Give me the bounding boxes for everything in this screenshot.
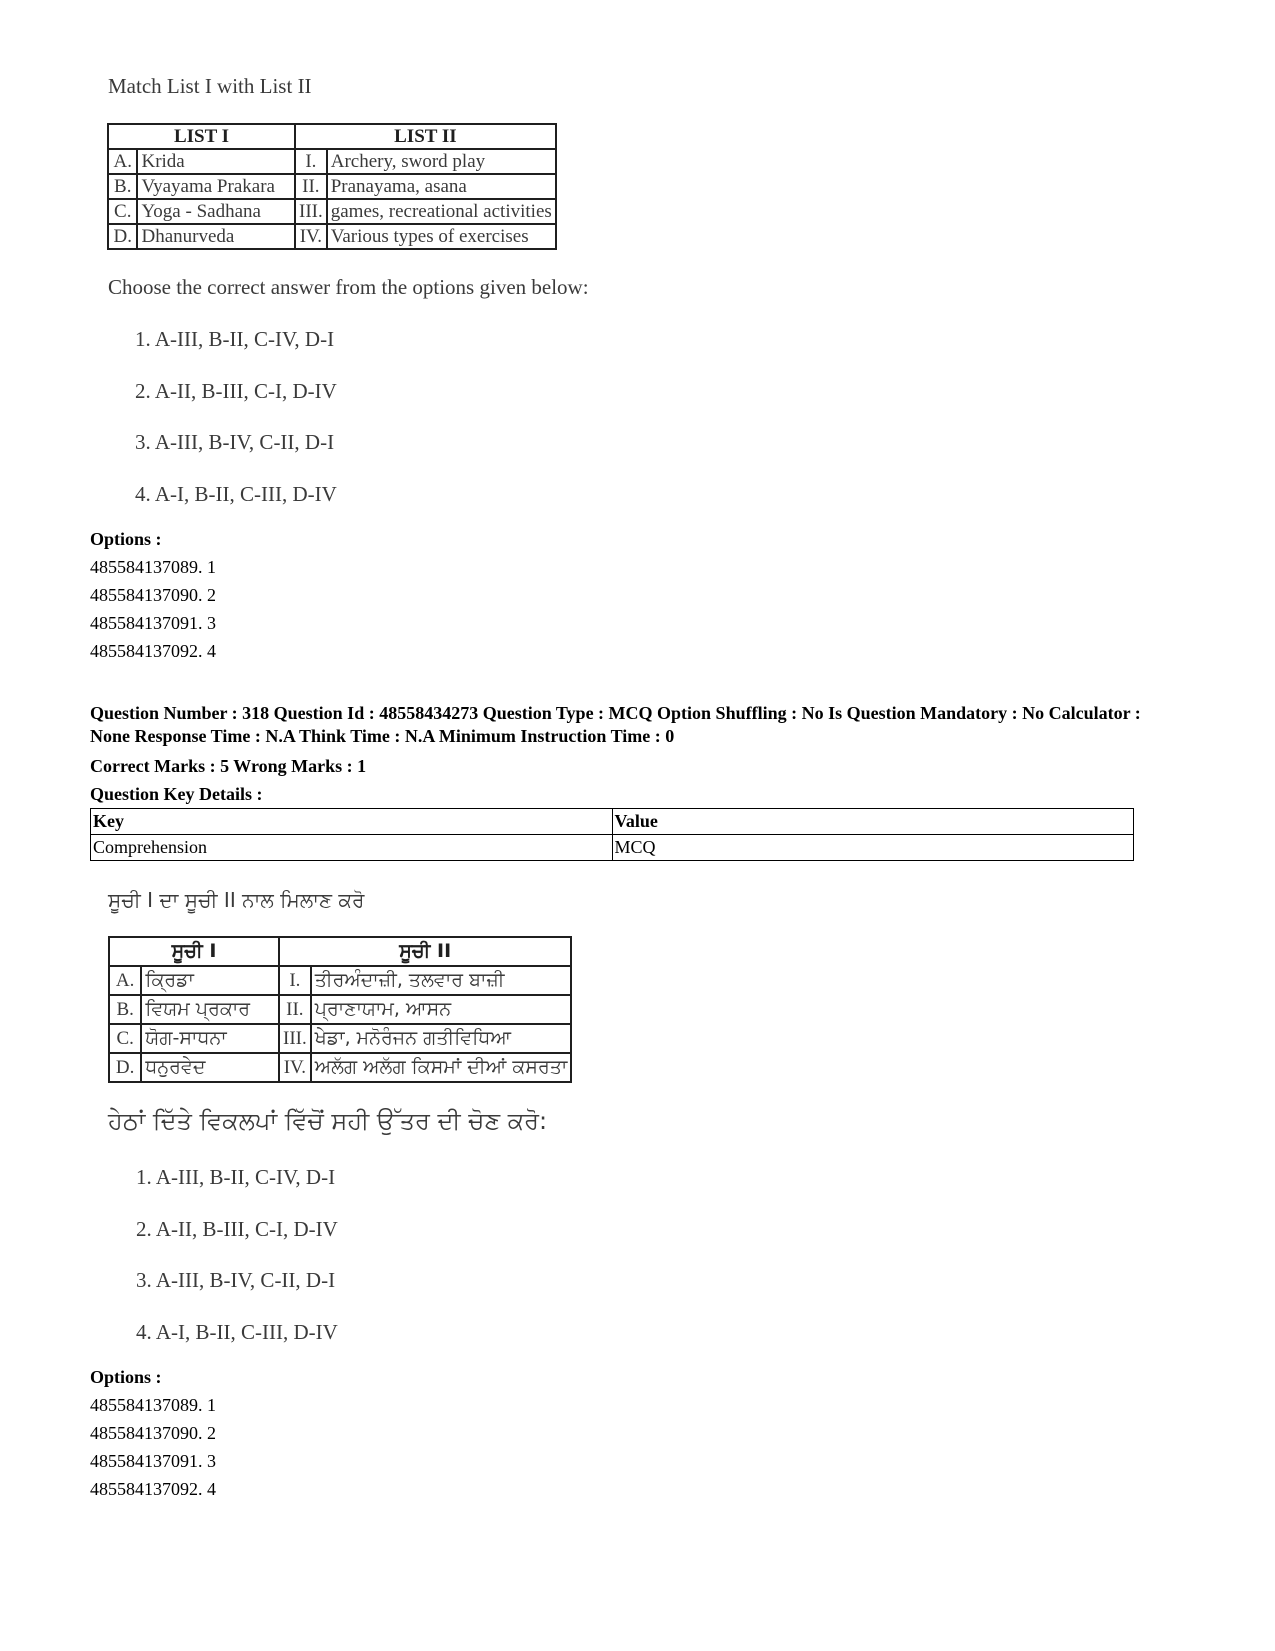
answer-choice-4: 4. A-I, B-II, C-III, D-IV (135, 482, 337, 506)
options-heading: Options : (90, 529, 162, 549)
list-2-header: ਸੂਚੀ II (279, 937, 571, 966)
table-row (109, 1053, 571, 1082)
table-row (109, 995, 571, 1024)
key-cell: Comprehension (91, 835, 613, 861)
options-block (90, 1363, 216, 1503)
row-roman: II. (295, 174, 327, 199)
table-row (108, 149, 556, 174)
list-1-item: Yoga - Sadhana (137, 199, 295, 224)
row-letter: D. (109, 1053, 141, 1082)
row-letter: D. (108, 224, 137, 249)
table-row (109, 1024, 571, 1053)
match-table (108, 936, 572, 1083)
row-roman: III. (295, 199, 327, 224)
row-letter: C. (108, 199, 137, 224)
option-item[interactable]: 485584137090. 2 (90, 1423, 216, 1443)
list-2-item: Archery, sword play (327, 149, 556, 174)
list-2-item: Pranayama, asana (327, 174, 556, 199)
match-instruction: Match List I with List II (108, 74, 312, 98)
table-row (109, 966, 571, 995)
key-details-table (90, 808, 1134, 861)
row-roman: I. (279, 966, 311, 995)
row-roman: IV. (279, 1053, 311, 1082)
table-row (108, 174, 556, 199)
list-1-item: ਯੋਗ-ਸਾਧਨਾ (141, 1024, 279, 1053)
value-cell: MCQ (612, 835, 1134, 861)
row-roman: IV. (295, 224, 327, 249)
answer-choice-1: 1. A-III, B-II, C-IV, D-I (135, 327, 335, 351)
list-2-header: LIST II (295, 124, 556, 149)
list-1-item: ਕ੍ਰਿਡਾ (141, 966, 279, 995)
options-block (90, 525, 216, 665)
question-meta-line: Question Number : 318 Question Id : 48558434273 Question Type : MCQ Option Shuffling : No Is Question Mandatory : No Calculator : None Response Time : N.A Think Time : N.A Minimum Instruction Time : 0 (90, 703, 1141, 746)
key-details-heading: Question Key Details : (90, 784, 263, 804)
list-2-item: games, recreational activities (327, 199, 556, 224)
option-item[interactable]: 485584137091. 3 (90, 613, 216, 633)
choose-instruction: ਹੇਠਾਂ ਦਿੱਤੇ ਵਿਕਲਪਾਂ ਵਿੱਚੋਂ ਸਹੀ ਉੱਤਰ ਦੀ ਚੋਣ ਕਰੋ: (108, 1107, 548, 1135)
row-letter: A. (108, 149, 137, 174)
list-1-item: ਵਿਯਮ ਪ੍ਰਕਾਰ (141, 995, 279, 1024)
row-roman: III. (279, 1024, 311, 1053)
option-item[interactable]: 485584137089. 1 (90, 1395, 216, 1415)
list-2-item: ਤੀਰਅੰਦਾਜ਼ੀ, ਤਲਵਾਰ ਬਾਜ਼ੀ (311, 966, 572, 995)
list-1-item: Krida (137, 149, 295, 174)
list-2-item: ਅਲੱਗ ਅਲੱਗ ਕਿਸਮਾਂ ਦੀਆਂ ਕਸਰਤਾ (311, 1053, 572, 1082)
option-item[interactable]: 485584137089. 1 (90, 557, 216, 577)
key-header: Key (91, 809, 613, 835)
answer-choice-3: 3. A-III, B-IV, C-II, D-I (136, 1268, 336, 1292)
answer-choice-2: 2. A-II, B-III, C-I, D-IV (136, 1217, 338, 1241)
question-image-english (0, 0, 1275, 520)
row-letter: C. (109, 1024, 141, 1053)
list-2-item: ਪ੍ਰਾਣਾਯਾਮ, ਆਸਨ (311, 995, 572, 1024)
choose-instruction: Choose the correct answer from the options given below: (108, 275, 589, 299)
row-roman: II. (279, 995, 311, 1024)
option-item[interactable]: 485584137092. 4 (90, 1479, 216, 1499)
answer-choice-4: 4. A-I, B-II, C-III, D-IV (136, 1320, 338, 1344)
answer-choice-2: 2. A-II, B-III, C-I, D-IV (135, 379, 337, 403)
match-table (107, 123, 557, 250)
option-item[interactable]: 485584137090. 2 (90, 585, 216, 605)
value-header: Value (612, 809, 1134, 835)
row-letter: B. (109, 995, 141, 1024)
table-row (91, 835, 1134, 861)
list-1-item: Dhanurveda (137, 224, 295, 249)
list-2-item: Various types of exercises (327, 224, 556, 249)
table-row (108, 199, 556, 224)
list-2-item: ਖੇਡਾ, ਮਨੋਰੰਜਨ ਗਤੀਵਿਧਿਆ (311, 1024, 572, 1053)
row-letter: A. (109, 966, 141, 995)
match-instruction: ਸੂਚੀ I ਦਾ ਸੂਚੀ II ਨਾਲ ਮਿਲਾਣ ਕਰੋ (108, 888, 365, 912)
list-1-header: ਸੂਚੀ I (109, 937, 279, 966)
list-1-item: Vyayama Prakara (137, 174, 295, 199)
option-item[interactable]: 485584137091. 3 (90, 1451, 216, 1471)
marks-line: Correct Marks : 5 Wrong Marks : 1 (90, 756, 367, 776)
options-heading: Options : (90, 1367, 162, 1387)
row-roman: I. (295, 149, 327, 174)
list-1-item: ਧਨੁਰਵੇਦ (141, 1053, 279, 1082)
list-1-header: LIST I (108, 124, 295, 149)
option-item[interactable]: 485584137092. 4 (90, 641, 216, 661)
question-meta (90, 702, 1150, 808)
answer-choice-1: 1. A-III, B-II, C-IV, D-I (136, 1165, 336, 1189)
question-image-punjabi (0, 880, 1275, 1360)
row-letter: B. (108, 174, 137, 199)
table-row (108, 224, 556, 249)
answer-choice-3: 3. A-III, B-IV, C-II, D-I (135, 430, 335, 454)
